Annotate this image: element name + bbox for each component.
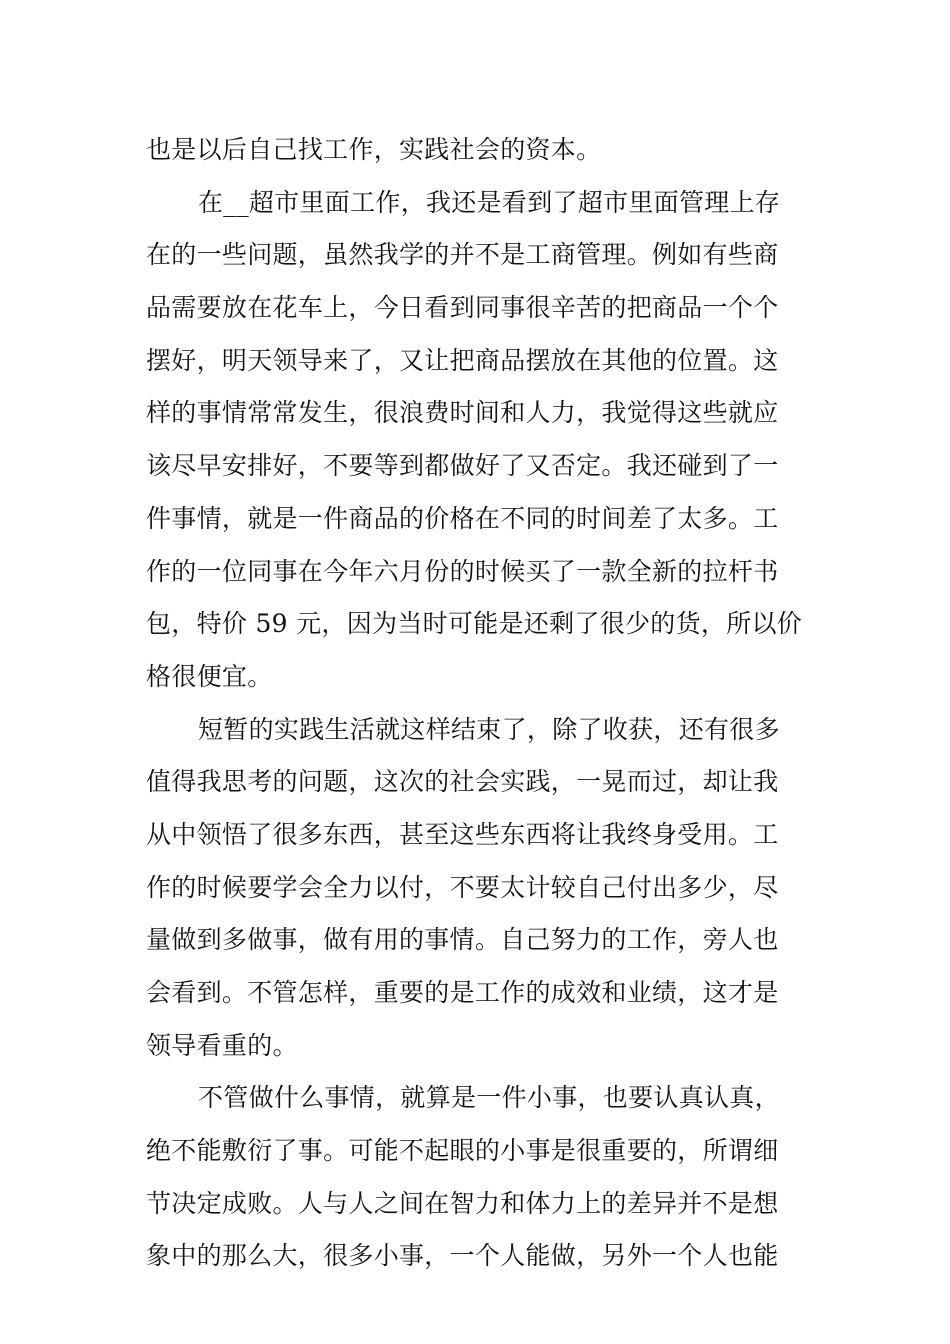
- text-line: 格很便宜。: [146, 661, 273, 691]
- text-line: 会看到。不管怎样，重要的是工作的成效和业绩，这才是: [146, 978, 779, 1007]
- text-line: 领导看重的。: [146, 1030, 298, 1060]
- text-line: 件事情，就是一件商品的价格在不同的时间差了太多。工: [146, 503, 779, 533]
- text-line: 作的时候要学会全力以付，不要太计较自己付出多少，尽: [146, 872, 779, 902]
- text-line: 不管做什么事情，就算是一件小事，也要认真认真，: [198, 1083, 780, 1113]
- text-line: 绝不能敷衍了事。可能不起眼的小事是很重要的，所谓细: [146, 1136, 779, 1166]
- text-line: 样的事情常常发生，很浪费时间和人力，我觉得这些就应: [146, 398, 779, 428]
- text-line: 象中的那么大，很多小事，一个人能做，另外一个人也能: [146, 1241, 779, 1271]
- text-line: 包，特价 59 元，因为当时可能是还剩了很少的货，所以价: [146, 609, 803, 639]
- body-text: [146, 124, 808, 1283]
- text-line: 量做到多做事，做有用的事情。自己努力的工作，旁人也: [146, 925, 779, 955]
- text-line: 作的一位同事在今年六月份的时候买了一款全新的拉杆书: [146, 556, 779, 586]
- text-line: 短暂的实践生活就这样结束了，除了收获，还有很多: [198, 714, 780, 744]
- text-line: 品需要放在花车上，今日看到同事很辛苦的把商品一个个: [146, 293, 779, 323]
- text-line: 节决定成败。人与人之间在智力和体力上的差异并不是想: [146, 1188, 779, 1218]
- text-line: 摆好，明天领导来了，又让把商品摆放在其他的位置。这: [146, 345, 779, 375]
- text-line: 在__超市里面工作，我还是看到了超市里面管理上存: [198, 187, 781, 217]
- text-line: 从中领悟了很多东西，甚至这些东西将让我终身受用。工: [146, 819, 779, 849]
- text-line: 也是以后自己找工作，实践社会的资本。: [146, 135, 602, 164]
- text-line: 值得我思考的问题，这次的社会实践，一晃而过，却让我: [146, 767, 779, 797]
- text-line: 在的一些问题，虽然我学的并不是工商管理。例如有些商: [146, 240, 779, 270]
- text-line: 该尽早安排好，不要等到都做好了又否定。我还碰到了一: [146, 451, 779, 481]
